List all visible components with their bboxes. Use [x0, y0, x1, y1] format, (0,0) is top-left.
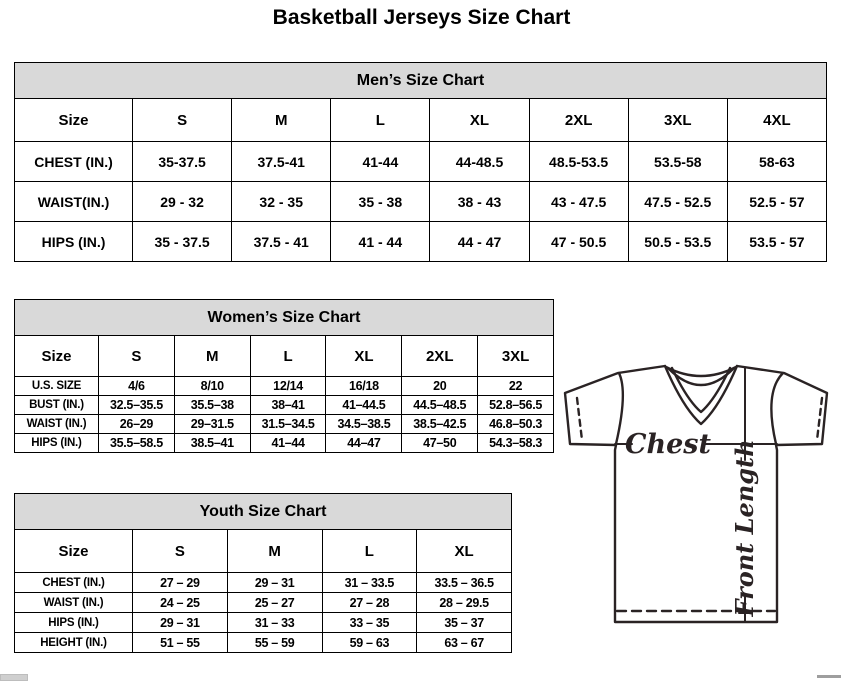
- table-title-band: Men’s Size Chart: [15, 63, 827, 99]
- value-cell: 41-44: [331, 142, 430, 182]
- row-label-cell: CHEST (IN.): [15, 573, 133, 593]
- right-cuff-dashed-line: [817, 398, 822, 440]
- value-cell: 50.5 - 53.5: [628, 222, 727, 262]
- column-header-row: [15, 336, 554, 377]
- value-cell: 31 – 33: [227, 613, 322, 633]
- value-cell: 20: [402, 377, 478, 396]
- column-header-cell: M: [227, 530, 322, 573]
- value-cell: 35 – 37: [417, 613, 512, 633]
- value-cell: 33.5 – 36.5: [417, 573, 512, 593]
- jersey-body-outline: [565, 366, 827, 622]
- row-label-cell: HEIGHT (IN.): [15, 633, 133, 653]
- value-cell: 35 - 38: [331, 182, 430, 222]
- table-row: [15, 182, 827, 222]
- size-table-grid: [14, 493, 512, 653]
- jersey-outline-drawing: [556, 356, 843, 636]
- table-row: [15, 415, 554, 434]
- value-cell: 47.5 - 52.5: [628, 182, 727, 222]
- value-cell: 12/14: [250, 377, 326, 396]
- table-row: [15, 222, 827, 262]
- size-table-grid: [14, 299, 554, 453]
- value-cell: 53.5-58: [628, 142, 727, 182]
- page-title: Basketball Jerseys Size Chart: [272, 6, 571, 29]
- column-header-cell: L: [250, 336, 326, 377]
- value-cell: 33 – 35: [322, 613, 417, 633]
- row-label-cell: WAIST (IN.): [15, 415, 99, 434]
- row-label-cell: HIPS (IN.): [15, 222, 133, 262]
- value-cell: 59 – 63: [322, 633, 417, 653]
- value-cell: 28 – 29.5: [417, 593, 512, 613]
- column-header-cell: XL: [417, 530, 512, 573]
- value-cell: 32 - 35: [232, 182, 331, 222]
- column-header-cell: S: [99, 336, 175, 377]
- column-header-cell: L: [322, 530, 417, 573]
- column-header-cell: M: [232, 99, 331, 142]
- page-artifact-left: [0, 674, 28, 681]
- value-cell: 41–44: [250, 434, 326, 453]
- left-cuff-dashed-line: [577, 398, 582, 440]
- value-cell: 47 - 50.5: [529, 222, 628, 262]
- value-cell: 34.5–38.5: [326, 415, 402, 434]
- value-cell: 41–44.5: [326, 396, 402, 415]
- value-cell: 29 – 31: [133, 613, 228, 633]
- value-cell: 16/18: [326, 377, 402, 396]
- row-label-cell: BUST (IN.): [15, 396, 99, 415]
- table-row: [15, 573, 512, 593]
- value-cell: 63 – 67: [417, 633, 512, 653]
- column-header-cell: S: [133, 530, 228, 573]
- value-cell: 38 - 43: [430, 182, 529, 222]
- column-header-cell: S: [133, 99, 232, 142]
- table-row: [15, 377, 554, 396]
- value-cell: 8/10: [174, 377, 250, 396]
- value-cell: 31 – 33.5: [322, 573, 417, 593]
- value-cell: 46.8–50.3: [478, 415, 554, 434]
- size-table-grid: [14, 62, 827, 262]
- table-title-band: Youth Size Chart: [15, 494, 512, 530]
- value-cell: 52.8–56.5: [478, 396, 554, 415]
- value-cell: 4/6: [99, 377, 175, 396]
- value-cell: 22: [478, 377, 554, 396]
- value-cell: 47–50: [402, 434, 478, 453]
- value-cell: 31.5–34.5: [250, 415, 326, 434]
- column-header-cell: 4XL: [727, 99, 826, 142]
- right-sleeve-seam: [771, 373, 783, 444]
- value-cell: 48.5-53.5: [529, 142, 628, 182]
- table-row: [15, 142, 827, 182]
- value-cell: 38–41: [250, 396, 326, 415]
- value-cell: 44 - 47: [430, 222, 529, 262]
- value-cell: 32.5–35.5: [99, 396, 175, 415]
- column-header-cell: XL: [430, 99, 529, 142]
- value-cell: 27 – 29: [133, 573, 228, 593]
- value-cell: 35-37.5: [133, 142, 232, 182]
- collar-inner-v: [672, 368, 730, 412]
- value-cell: 37.5-41: [232, 142, 331, 182]
- mens-size-table: [14, 62, 827, 262]
- column-header-cell: L: [331, 99, 430, 142]
- womens-size-table: [14, 299, 554, 453]
- row-label-cell: WAIST (IN.): [15, 593, 133, 613]
- table-row: [15, 613, 512, 633]
- value-cell: 54.3–58.3: [478, 434, 554, 453]
- chest-label: Chest: [625, 429, 711, 460]
- column-header-cell: M: [174, 336, 250, 377]
- value-cell: 53.5 - 57: [727, 222, 826, 262]
- value-cell: 38.5–41: [174, 434, 250, 453]
- value-cell: 35 - 37.5: [133, 222, 232, 262]
- row-label-cell: HIPS (IN.): [15, 434, 99, 453]
- column-header-cell: Size: [15, 530, 133, 573]
- value-cell: 29 – 31: [227, 573, 322, 593]
- row-label-cell: CHEST (IN.): [15, 142, 133, 182]
- table-row: [15, 633, 512, 653]
- value-cell: 37.5 - 41: [232, 222, 331, 262]
- value-cell: 35.5–38: [174, 396, 250, 415]
- row-label-cell: WAIST(IN.): [15, 182, 133, 222]
- value-cell: 38.5–42.5: [402, 415, 478, 434]
- value-cell: 29 - 32: [133, 182, 232, 222]
- jersey-measurement-diagram: [556, 356, 843, 636]
- value-cell: 51 – 55: [133, 633, 228, 653]
- value-cell: 43 - 47.5: [529, 182, 628, 222]
- column-header-cell: 2XL: [529, 99, 628, 142]
- column-header-cell: Size: [15, 99, 133, 142]
- table-row: [15, 434, 554, 453]
- row-label-cell: HIPS (IN.): [15, 613, 133, 633]
- column-header-cell: Size: [15, 336, 99, 377]
- column-header-cell: XL: [326, 336, 402, 377]
- column-header-row: [15, 530, 512, 573]
- value-cell: 58-63: [727, 142, 826, 182]
- value-cell: 26–29: [99, 415, 175, 434]
- column-header-cell: 3XL: [628, 99, 727, 142]
- value-cell: 52.5 - 57: [727, 182, 826, 222]
- value-cell: 29–31.5: [174, 415, 250, 434]
- value-cell: 25 – 27: [227, 593, 322, 613]
- left-sleeve-seam: [616, 373, 623, 444]
- value-cell: 44.5–48.5: [402, 396, 478, 415]
- column-header-cell: 3XL: [478, 336, 554, 377]
- table-row: [15, 396, 554, 415]
- value-cell: 44-48.5: [430, 142, 529, 182]
- value-cell: 44–47: [326, 434, 402, 453]
- value-cell: 41 - 44: [331, 222, 430, 262]
- youth-size-table: [14, 493, 512, 653]
- column-header-cell: 2XL: [402, 336, 478, 377]
- page-artifact-right: [817, 675, 841, 678]
- value-cell: 55 – 59: [227, 633, 322, 653]
- value-cell: 24 – 25: [133, 593, 228, 613]
- value-cell: 27 – 28: [322, 593, 417, 613]
- front-length-label: Front Length: [730, 439, 759, 617]
- table-title-band: Women’s Size Chart: [15, 300, 554, 336]
- value-cell: 35.5–58.5: [99, 434, 175, 453]
- table-row: [15, 593, 512, 613]
- column-header-row: [15, 99, 827, 142]
- row-label-cell: U.S. SIZE: [15, 377, 99, 396]
